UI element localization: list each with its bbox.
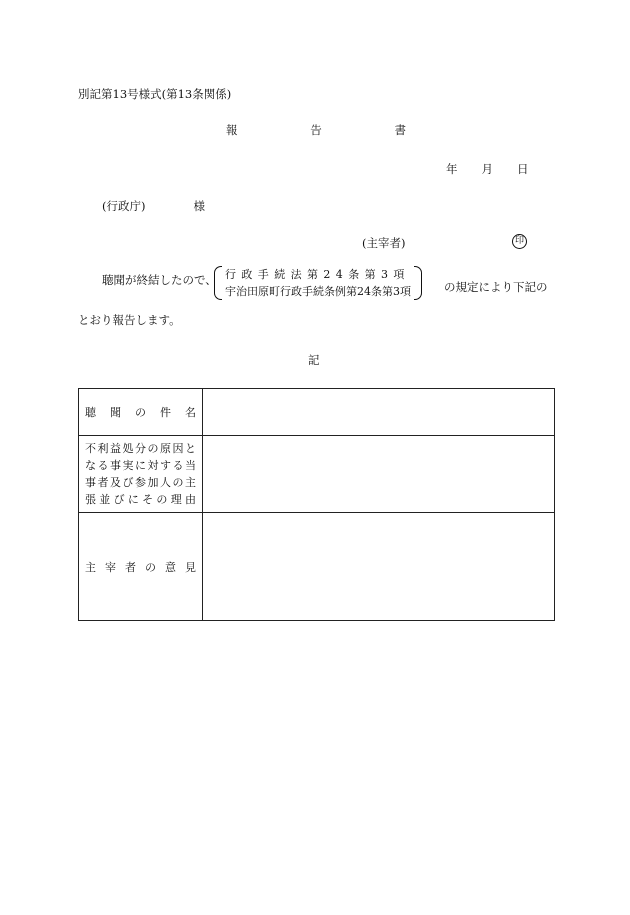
label-char: と <box>185 442 196 455</box>
label-line <box>85 457 196 474</box>
label-char: る <box>97 459 109 472</box>
body-lead: 聴聞が終結したので、 <box>102 273 217 287</box>
title-char: 告 <box>310 123 322 137</box>
document-title <box>226 122 406 138</box>
label-char: 事 <box>110 459 121 472</box>
label-char: 利 <box>97 442 109 455</box>
label-char: 並 <box>99 493 111 506</box>
label-char: の <box>172 476 184 489</box>
label-char: 主 <box>85 560 96 574</box>
law-option-ordinance: 宇治田原町行政手続条例第24条第3項 <box>225 285 411 298</box>
label-char: な <box>85 459 96 472</box>
table-row <box>79 389 555 436</box>
label-char: 加 <box>147 476 159 489</box>
label-char: 処 <box>122 442 134 455</box>
label-char: そ <box>142 493 154 506</box>
label-char: の <box>135 406 146 419</box>
label-char: 参 <box>135 476 146 489</box>
label-char: 見 <box>185 560 196 574</box>
label-char: 張 <box>85 493 96 506</box>
addressee <box>102 198 205 214</box>
label-char: に <box>135 459 146 472</box>
date-year: 年 <box>446 162 458 176</box>
left-brace <box>214 266 222 300</box>
right-brace <box>414 266 422 300</box>
label-spread <box>79 404 202 420</box>
label-char: の <box>156 493 168 506</box>
label-char: 事 <box>85 476 96 489</box>
hearing-subject-field[interactable] <box>203 389 555 436</box>
label-char: 者 <box>125 560 136 574</box>
label-char: 主 <box>185 476 196 489</box>
host-label: (主宰者) <box>362 236 406 250</box>
label-char: 当 <box>185 459 196 472</box>
law-options-bracket <box>214 266 422 300</box>
label-char: 原 <box>160 442 171 455</box>
label-line <box>85 491 196 508</box>
label-char: 由 <box>184 493 196 506</box>
label-char: 分 <box>135 442 146 455</box>
label-char: 者 <box>97 476 109 489</box>
label-char: 聞 <box>110 406 121 419</box>
addressee-honorific: 様 <box>193 199 205 213</box>
ki-heading: 記 <box>308 353 320 367</box>
label-char: び <box>113 493 125 506</box>
label-char: 宰 <box>105 560 116 574</box>
label-char: 実 <box>122 459 134 472</box>
date-line <box>446 161 529 177</box>
label-char: 人 <box>160 476 171 489</box>
addressee-agency: (行政庁) <box>102 199 146 213</box>
title-char: 報 <box>226 123 238 137</box>
form-number-label: 別記第13号様式(第13条関係) <box>78 87 232 101</box>
label-char: 理 <box>170 493 182 506</box>
label-char: 意 <box>165 560 176 574</box>
label-char: 不 <box>85 442 96 455</box>
host-opinion-field[interactable] <box>203 513 555 621</box>
label-char: る <box>172 459 184 472</box>
date-month: 月 <box>481 162 493 176</box>
label-char: び <box>122 476 134 489</box>
table-row <box>79 436 555 513</box>
label-line <box>85 440 196 457</box>
label-char: に <box>127 493 139 506</box>
row-label-hearing-subject <box>79 389 203 436</box>
title-char: 書 <box>394 123 406 137</box>
label-char: 益 <box>110 442 121 455</box>
label-char: 及 <box>110 476 121 489</box>
body-line-2: とおり報告します。 <box>78 313 181 327</box>
label-char: 件 <box>160 406 171 419</box>
label-char: 対 <box>147 459 159 472</box>
facts-claims-field[interactable] <box>203 436 555 513</box>
label-char: の <box>145 560 156 574</box>
label-line <box>85 474 196 491</box>
label-char: 名 <box>185 406 196 419</box>
record-table <box>78 388 555 621</box>
table-row <box>79 513 555 621</box>
seal-icon: 印 <box>512 234 527 249</box>
label-spread <box>79 559 202 575</box>
label-char: の <box>147 442 159 455</box>
row-label-host-opinion <box>79 513 203 621</box>
body-tail: の規定により下記の <box>444 280 548 294</box>
label-char: 因 <box>172 442 184 455</box>
row-label-facts-claims <box>79 436 203 513</box>
law-option-act: 行政手続法第24条第3項 <box>225 268 410 281</box>
label-char: 聴 <box>85 406 96 419</box>
label-char: す <box>160 459 171 472</box>
date-day: 日 <box>517 162 529 176</box>
